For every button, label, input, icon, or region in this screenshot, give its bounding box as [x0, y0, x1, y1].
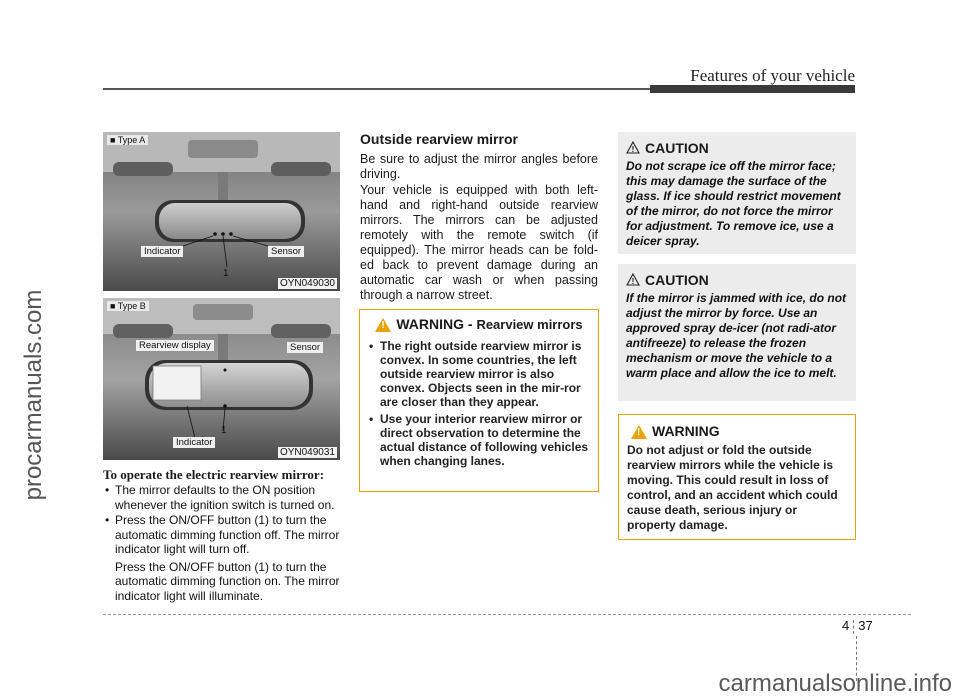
header-rule-accent: [650, 85, 855, 93]
side-watermark: procarmanuals.com: [20, 289, 47, 501]
warning-subject: Rearview mirrors: [476, 317, 583, 332]
figure-code: OYN049030: [279, 278, 335, 289]
figure-type-label: ■ Type A: [107, 135, 148, 145]
caution-icon: [626, 141, 640, 154]
figure-type-label: ■ Type B: [107, 301, 149, 311]
callout-number: 1: [221, 425, 227, 436]
warning-label: WARNING: [396, 316, 464, 332]
electric-mirror-heading: To operate the electric rearview mirror:: [103, 467, 325, 482]
callout-indicator: Indicator: [173, 437, 215, 448]
warning-icon: [631, 425, 647, 439]
bottom-watermark: carmanualsonline.info: [718, 670, 952, 697]
callout-sensor: Sensor: [268, 246, 304, 257]
page-number-value: 37: [858, 618, 873, 633]
page-header-title: Features of your vehicle: [690, 66, 855, 85]
warning-item: • Use your interior rearview mirror or direct observation to determine the actual distance of following vehicles when changing lanes.: [368, 412, 590, 468]
instruction-item: • The mirror defaults to the ON position whenever the ignition switch is turned on.: [103, 483, 343, 512]
callout-sensor: Sensor: [287, 342, 323, 353]
instruction-continuation: Press the ON/OFF button (1) to turn the automatic dimming function on. The mirror indicator light will illuminate.: [115, 559, 340, 603]
body-paragraph: Your vehicle is equipped with both left-hand and right-hand outside rearview mirrors. The mirrors can be adjusted remotely with the remote switch (if equipped). The mirror heads can be fold-ed back to prevent damage during an automatic car wash or when passing through a narrow street.: [360, 183, 598, 302]
warning-item: • The right outside rearview mirror is convex. In some countries, the left outside rearview mirror is also convex. Objects seen in the mir-ror are closer than they appear.: [368, 339, 590, 409]
caution-heading: [626, 140, 848, 156]
caution-icon: [626, 273, 640, 286]
warning-list: [368, 339, 590, 468]
warning-text: Do not adjust or fold the outside rearview mirrors while the vehicle is moving. This could result in loss of control, and an accident which could cause death, serious injury or property damage.: [627, 443, 838, 532]
caution-heading: [626, 272, 848, 288]
body-paragraph: Be sure to adjust the mirror angles before driving.: [360, 152, 598, 181]
callout-number: 1: [223, 268, 229, 279]
electric-mirror-instructions: [103, 483, 343, 603]
warning-label: WARNING: [652, 423, 720, 439]
section-title: Outside rearview mirror: [360, 131, 518, 147]
chapter-number: 4: [842, 618, 850, 633]
figure-type-a: [103, 132, 340, 291]
warning-box-fold-mirrors: [618, 414, 856, 540]
caution-box-scrape-ice: [618, 132, 856, 254]
warning-box-rearview-mirrors: [359, 309, 599, 492]
page-number: [842, 618, 873, 634]
figure-code: OYN049031: [279, 447, 335, 458]
caution-label: CAUTION: [645, 140, 709, 156]
footer-rule: [103, 614, 911, 615]
warning-heading: ! WARNING - Rearview mirrors: [368, 316, 590, 333]
caution-text: Do not scrape ice off the mirror face; this may damage the surface of the glass. If ice should restrict movement of the mirror, do not force the mirror for adjustment. To remove ice, use a deicer spray.: [626, 159, 841, 248]
warning-icon: [375, 318, 391, 332]
warning-heading: [627, 423, 847, 439]
caution-box-jammed-ice: [618, 264, 856, 401]
instruction-item: • Press the ON/OFF button (1) to turn the automatic dimming function off. The mirror indicator light will turn off.: [103, 513, 343, 557]
svg-text:!: !: [631, 277, 635, 286]
mirror-photo-a: [103, 132, 340, 291]
caution-label: CAUTION: [645, 272, 709, 288]
svg-text:!: !: [631, 145, 635, 154]
figure-type-b: [103, 298, 340, 460]
callout-rearview-display: Rearview display: [136, 340, 214, 351]
callout-indicator: Indicator: [141, 246, 183, 257]
caution-text: If the mirror is jammed with ice, do not adjust the mirror by force. Use an approved spray de-icer (not radi-ator antifreeze) to release the frozen mechanism or move the vehicle to a warm place and allow the ice to melt.: [626, 291, 847, 380]
